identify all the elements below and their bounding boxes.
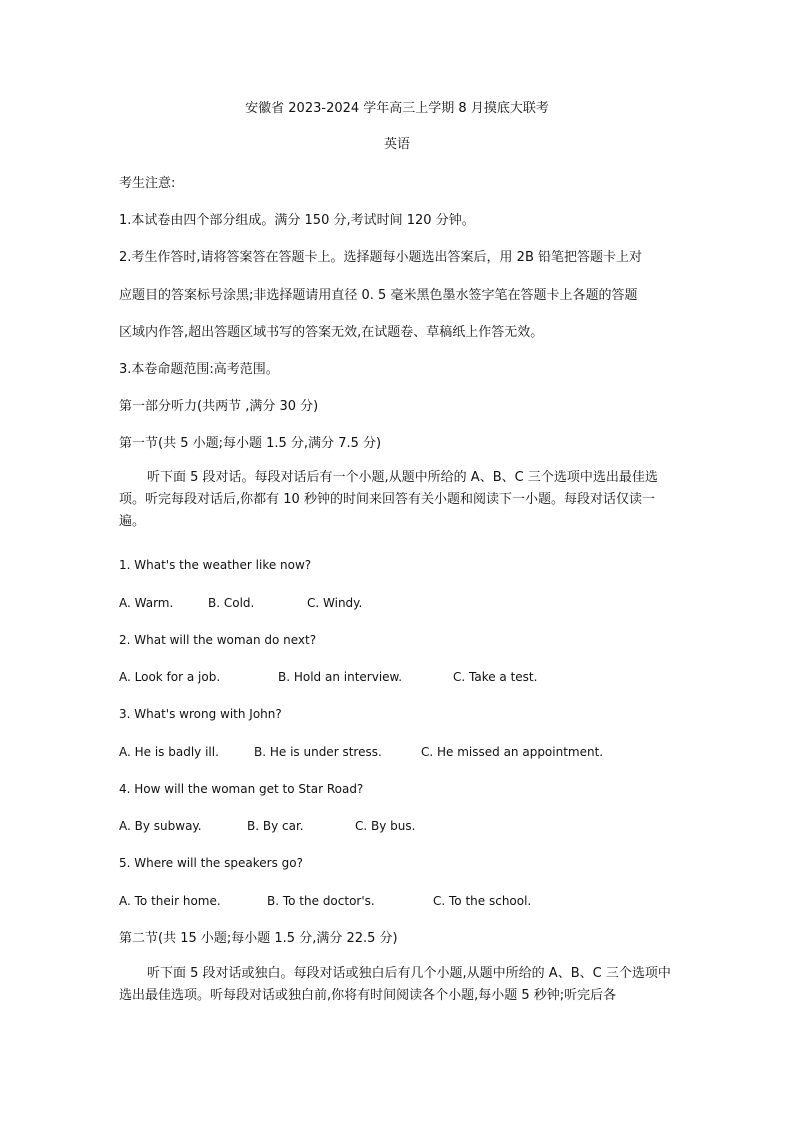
question-1-option-b: B. Cold. — [208, 596, 255, 610]
question-2-option-c: C. Take a test. — [453, 670, 538, 684]
question-4-option-b: B. By car. — [247, 819, 304, 833]
question-1-option-c: C. Windy. — [307, 596, 363, 610]
question-4-option-a: A. By subway. — [119, 819, 202, 833]
section-1-title: 第一节(共 5 小题;每小题 1.5 分,满分 7.5 分) — [119, 436, 382, 451]
notice-item-3: 3.本卷命题范围:高考范围。 — [119, 362, 279, 377]
question-3-option-a: A. He is badly ill. — [119, 745, 219, 759]
question-2-stem: 2. What will the woman do next? — [119, 633, 317, 647]
question-3-option-b: B. He is under stress. — [254, 745, 382, 759]
notice-item-2-line-3: 区域内作答,超出答题区域书写的答案无效,在试题卷、草稿纸上作答无效。 — [119, 325, 544, 340]
section-2-instructions: 听下面 5 段对话或独白。每段对话或独白后有几个小题,从题中所给的 A、B、C 三个选项中选出最佳选项。听每段对话或独白前,你将有时间阅读各个小题,每小题 5 秒钟;听完后各 — [119, 966, 671, 1003]
question-4-stem: 4. How will the woman get to Star Road? — [119, 782, 364, 796]
notice-item-2-line-1: 2.考生作答时,请将答案答在答题卡上。选择题每小题选出答案后，用 2B 铅笔把答题卡上对 — [119, 250, 642, 265]
question-5-option-b: B. To the doctor's. — [267, 894, 375, 908]
section-1-instructions: 听下面 5 段对话。每段对话后有一个小题,从题中所给的 A、B、C 三个选项中选出最佳选项。听完每段对话后,你都有 10 秒钟的时间来回答有关小题和阅读下一小题。每段对话仅读一遍。 — [119, 470, 658, 529]
question-3-option-c: C. He missed an appointment. — [421, 745, 604, 759]
question-1-option-a: A. Warm. — [119, 596, 174, 610]
question-5-option-c: C. To the school. — [433, 894, 532, 908]
exam-title: 安徽省 2023-2024 学年高三上学期 8 月摸底大联考 — [245, 101, 549, 116]
notice-item-2-line-2: 应题目的答案标号涂黑;非选择题请用直径 0. 5 毫米黑色墨水签字笔在答题卡上各题的答题 — [119, 288, 638, 303]
question-2-option-a: A. Look for a job. — [119, 670, 221, 684]
question-1-stem: 1. What's the weather like now? — [119, 558, 312, 572]
notice-heading: 考生注意: — [119, 176, 176, 191]
question-3-stem: 3. What's wrong with John? — [119, 707, 282, 721]
question-5-option-a: A. To their home. — [119, 894, 221, 908]
question-4-option-c: C. By bus. — [355, 819, 416, 833]
notice-item-1: 1.本试卷由四个部分组成。满分 150 分,考试时间 120 分钟。 — [119, 213, 475, 228]
question-2-option-b: B. Hold an interview. — [278, 670, 403, 684]
part-1-title: 第一部分听力(共两节 ,满分 30 分) — [119, 399, 319, 414]
section-2-title: 第二节(共 15 小题;每小题 1.5 分,满分 22.5 分) — [119, 931, 398, 946]
question-5-stem: 5. Where will the speakers go? — [119, 856, 303, 870]
subject-title: 英语 — [383, 137, 410, 152]
